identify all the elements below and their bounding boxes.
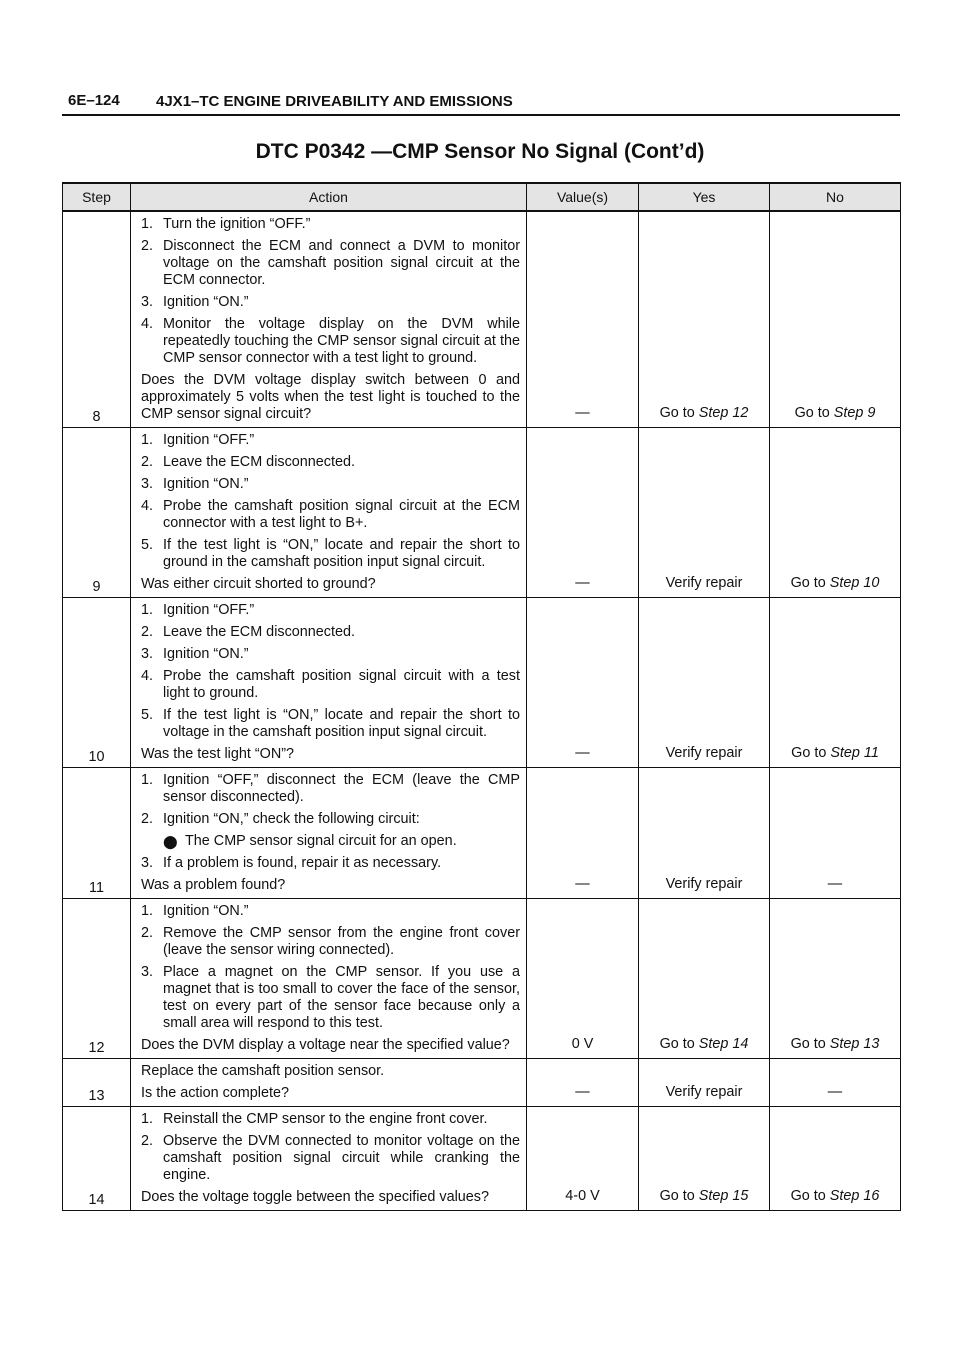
item-text: Observe the DVM connected to monitor voltage on the camshaft position signal circuit while cranking the engine.	[163, 1133, 520, 1183]
no-cell	[770, 768, 901, 899]
item-text: Place a magnet on the CMP sensor. If you use a magnet that is too small to cover the face of the sensor, test on every part of the sensor face because only a small area will respond to this test.	[163, 964, 520, 1031]
column-header-values: Value(s)	[527, 183, 639, 211]
table-body	[63, 211, 901, 1211]
no-cell	[770, 428, 901, 598]
action-step-item	[141, 1111, 520, 1128]
no-step-link[interactable]: Step 13	[829, 1036, 880, 1052]
item-number: 3.	[141, 294, 154, 310]
action-step-item	[141, 238, 520, 289]
item-number: 4.	[141, 316, 154, 332]
no-text: —	[827, 876, 843, 892]
yes-step-link[interactable]: Step 12	[698, 405, 749, 421]
item-text: Leave the ECM disconnected.	[163, 454, 355, 470]
action-cell	[131, 768, 527, 899]
action-step-item	[141, 925, 520, 959]
action-question: Does the voltage toggle between the specified values?	[141, 1189, 490, 1205]
yes-text: Verify repair	[665, 575, 743, 591]
no-cell	[770, 1059, 901, 1107]
header-rule	[62, 114, 900, 116]
page-number: 6E–124	[68, 92, 120, 109]
value-cell: —	[527, 428, 639, 598]
item-text: Ignition “ON.”	[163, 646, 249, 662]
item-number: 3.	[141, 476, 154, 492]
step-number: 14	[63, 1107, 131, 1211]
no-step-link[interactable]: Step 10	[829, 575, 880, 591]
action-cell	[131, 1059, 527, 1107]
item-number: 2.	[141, 238, 154, 254]
action-step-item	[141, 476, 520, 493]
item-number: 1.	[141, 432, 154, 448]
table-row	[63, 428, 901, 598]
action-step-item	[141, 772, 520, 806]
value-cell: —	[527, 1059, 639, 1107]
value-cell: 4-0 V	[527, 1107, 639, 1211]
yes-cell	[639, 211, 770, 428]
item-text: Ignition “ON,” check the following circuit:	[163, 811, 420, 827]
item-number: 3.	[141, 646, 154, 662]
action-step-item	[141, 903, 520, 920]
item-number: 2.	[141, 811, 154, 827]
no-cell	[770, 598, 901, 768]
action-cell	[131, 211, 527, 428]
column-header-step: Step	[63, 183, 131, 211]
bullet-item	[141, 833, 520, 850]
item-number: 1.	[141, 216, 154, 232]
no-text: Go to	[790, 1188, 830, 1204]
action-cell	[131, 1107, 527, 1211]
table-row	[63, 598, 901, 768]
item-text: Reinstall the CMP sensor to the engine front cover.	[163, 1111, 488, 1127]
action-question: Was the test light “ON”?	[141, 746, 295, 762]
item-text: Ignition “OFF.”	[163, 602, 255, 618]
table-row	[63, 768, 901, 899]
action-step-item	[141, 432, 520, 449]
item-text: If the test light is “ON,” locate and repair the short to ground in the camshaft position input signal circuit.	[163, 537, 520, 570]
value-cell: —	[527, 598, 639, 768]
item-text: If a problem is found, repair it as necessary.	[163, 855, 442, 871]
item-number: 1.	[141, 903, 154, 919]
action-question: Does the DVM voltage display switch between 0 and approximately 5 volts when the test light is touched to the CMP sensor signal circuit?	[141, 372, 520, 422]
no-step-link[interactable]: Step 16	[829, 1188, 880, 1204]
item-text: Probe the camshaft position signal circuit at the ECM connector with a test light to B+.	[163, 498, 520, 531]
item-text: Leave the ECM disconnected.	[163, 624, 355, 640]
item-number: 1.	[141, 1111, 154, 1127]
no-cell	[770, 211, 901, 428]
action-step-item	[141, 498, 520, 532]
step-number: 13	[63, 1059, 131, 1107]
item-number: 3.	[141, 964, 154, 980]
action-step-item	[141, 707, 520, 741]
diagnostic-table	[62, 182, 901, 1211]
item-text: Probe the camshaft position signal circuit with a test light to ground.	[163, 668, 520, 701]
item-text: Replace the camshaft position sensor.	[141, 1063, 385, 1079]
step-number: 10	[63, 598, 131, 768]
item-text: If the test light is “ON,” locate and repair the short to voltage in the camshaft position input signal circuit.	[163, 707, 520, 740]
step-number: 9	[63, 428, 131, 598]
table-row	[63, 1059, 901, 1107]
no-cell	[770, 899, 901, 1059]
no-step-link[interactable]: Step 9	[833, 405, 876, 421]
page-header	[62, 86, 900, 116]
item-text: Ignition “ON.”	[163, 294, 249, 310]
yes-text: Go to	[659, 1036, 699, 1052]
action-step-item	[141, 855, 520, 872]
yes-text: Verify repair	[665, 876, 743, 892]
no-text: Go to	[790, 1036, 830, 1052]
no-text: Go to	[791, 745, 831, 761]
action-question: Was a problem found?	[141, 877, 286, 893]
page-title: DTC P0342 —CMP Sensor No Signal (Cont’d)	[255, 140, 705, 163]
item-text: Ignition “ON.”	[163, 903, 249, 919]
action-step-item	[141, 1133, 520, 1184]
action-step-item	[141, 454, 520, 471]
item-text: Monitor the voltage display on the DVM while repeatedly touching the CMP sensor signal circuit at the CMP sensor connector with a test light to ground.	[163, 316, 520, 366]
section-title: 4JX1–TC ENGINE DRIVEABILITY AND EMISSIONS	[156, 93, 513, 110]
value-cell: —	[527, 211, 639, 428]
table-header-row	[63, 183, 901, 211]
action-step-item	[141, 602, 520, 619]
no-text: —	[827, 1084, 843, 1100]
value-cell: 0 V	[527, 899, 639, 1059]
table-row	[63, 899, 901, 1059]
yes-cell	[639, 598, 770, 768]
no-cell	[770, 1107, 901, 1211]
action-question: Is the action complete?	[141, 1085, 289, 1101]
action-step-item	[141, 668, 520, 702]
item-number: 3.	[141, 855, 154, 871]
step-number: 12	[63, 899, 131, 1059]
item-number: 5.	[141, 707, 154, 723]
no-text: Go to	[794, 405, 834, 421]
item-text: The CMP sensor signal circuit for an open.	[185, 833, 457, 849]
item-number: 5.	[141, 537, 154, 553]
yes-step-link[interactable]: Step 15	[698, 1188, 749, 1204]
item-text: Ignition “OFF.”	[163, 432, 255, 448]
action-step-item	[141, 537, 520, 571]
column-header-action: Action	[131, 183, 527, 211]
item-text: Remove the CMP sensor from the engine front cover (leave the sensor wiring connected).	[163, 925, 520, 958]
yes-cell	[639, 1059, 770, 1107]
column-header-yes: Yes	[639, 183, 770, 211]
action-text-item	[141, 1063, 520, 1080]
step-number: 11	[63, 768, 131, 899]
item-text: Disconnect the ECM and connect a DVM to monitor voltage on the camshaft position signal circuit at the ECM connector.	[163, 238, 520, 288]
yes-cell	[639, 1107, 770, 1211]
item-number: 1.	[141, 772, 154, 788]
action-step-item	[141, 216, 520, 233]
yes-text: Go to	[659, 1188, 699, 1204]
action-step-item	[141, 316, 520, 367]
yes-cell	[639, 768, 770, 899]
item-number: 1.	[141, 602, 154, 618]
action-cell	[131, 428, 527, 598]
column-header-no: No	[770, 183, 901, 211]
yes-step-link[interactable]: Step 14	[698, 1036, 749, 1052]
table-row	[63, 1107, 901, 1211]
action-step-item	[141, 624, 520, 641]
step-number: 8	[63, 211, 131, 428]
yes-text: Verify repair	[665, 745, 743, 761]
yes-cell	[639, 899, 770, 1059]
yes-cell	[639, 428, 770, 598]
action-question: Was either circuit shorted to ground?	[141, 576, 376, 592]
no-step-link[interactable]: Step 11	[830, 745, 879, 761]
item-number: 2.	[141, 925, 154, 941]
table-row	[63, 211, 901, 428]
item-text: Turn the ignition “OFF.”	[163, 216, 311, 232]
action-step-item	[141, 964, 520, 1032]
yes-text: Verify repair	[665, 1084, 743, 1100]
item-number: 2.	[141, 1133, 154, 1149]
action-question: Does the DVM display a voltage near the specified value?	[141, 1037, 510, 1053]
item-number: 4.	[141, 498, 154, 514]
value-cell: —	[527, 768, 639, 899]
action-step-item	[141, 811, 520, 828]
bullet-icon: ⬤	[163, 834, 178, 849]
action-step-item	[141, 646, 520, 663]
item-number: 4.	[141, 668, 154, 684]
action-step-item	[141, 294, 520, 311]
no-text: Go to	[790, 575, 830, 591]
item-text: Ignition “ON.”	[163, 476, 249, 492]
item-number: 2.	[141, 624, 154, 640]
item-number: 2.	[141, 454, 154, 470]
item-text: Ignition “OFF,” disconnect the ECM (leave the CMP sensor disconnected).	[163, 772, 520, 805]
yes-text: Go to	[659, 405, 699, 421]
action-cell	[131, 899, 527, 1059]
action-cell	[131, 598, 527, 768]
